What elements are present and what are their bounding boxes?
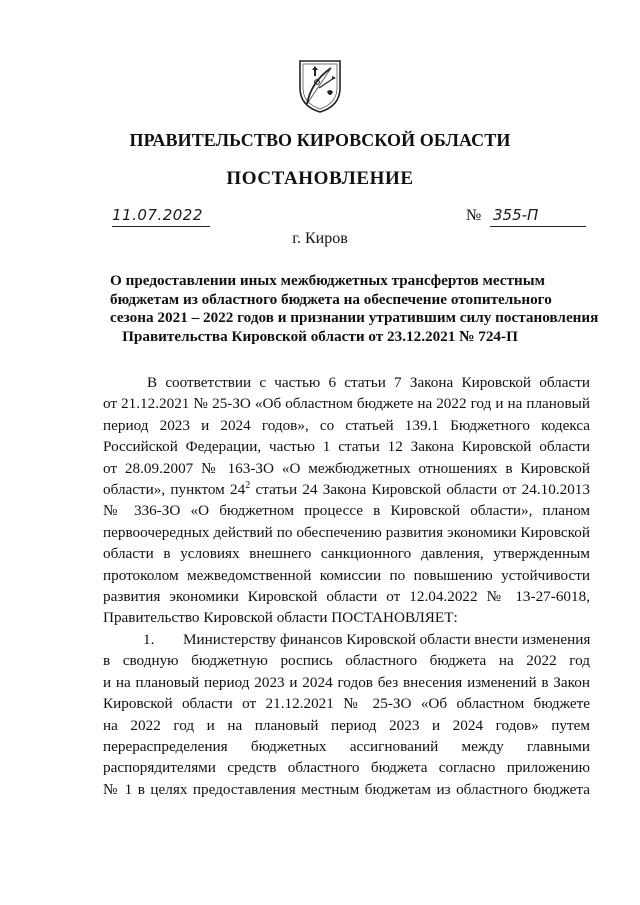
document-title	[110, 272, 599, 346]
document-type: ПОСТАНОВЛЕНИЕ	[226, 168, 414, 189]
text-line	[103, 629, 590, 650]
text-line: области в условиях внешнего санкционного давления, утвержденным	[103, 545, 590, 563]
item-1-paragraph	[103, 629, 590, 800]
text-line: период 2023 и 2024 годов», со статьей 139.1 Бюджетного кодекса	[103, 416, 590, 434]
document-date-field	[112, 206, 210, 228]
text-line: на 2022 год и на плановый период 2023 и 2024 годов» путем	[103, 716, 590, 734]
document-number-field	[466, 206, 586, 228]
text-line	[103, 479, 590, 500]
text-line: В соответствии с частью 6 статьи 7 Закона Кировской области	[147, 374, 590, 391]
date-underline	[112, 226, 210, 227]
text-line: распорядителями средств областного бюджета согласно приложению	[103, 759, 590, 777]
item-number: 1.	[143, 630, 155, 648]
preamble-paragraph	[103, 372, 590, 629]
text-line: от 21.12.2021 № 25-ЗО «Об областном бюджете на 2022 год и на плановый	[103, 395, 590, 413]
text-fragment: Министерству финансов Кировской области внести изменения	[183, 630, 591, 648]
text-line: протоколом межведомственной комиссии по повышению устойчивости	[103, 566, 590, 584]
text-fragment: области», пунктом 24	[103, 481, 246, 499]
title-line: О предоставлении иных межбюджетных трансфертов местным	[110, 272, 545, 289]
title-line: бюджетам из областного бюджета на обеспечение отопительного	[110, 290, 552, 308]
document-number: 355-П	[493, 206, 539, 224]
city: г. Киров	[292, 230, 348, 247]
text-fragment: статьи 24 Закона Кировской области от 24.10.2013	[250, 481, 590, 499]
text-line: Правительство Кировской области ПОСТАНОВЛЯЕТ:	[103, 609, 458, 627]
text-line: Российской Федерации, частью 1 статьи 12 Закона Кировской области	[103, 438, 590, 456]
number-sign: №	[466, 207, 482, 224]
text-line: развития экономики Кировской области от 12.04.2022 № 13-27-6018,	[103, 588, 590, 606]
organization-name: ПРАВИТЕЛЬСТВО КИРОВСКОЙ ОБЛАСТИ	[129, 130, 511, 150]
text-line: № 336-ЗО «О бюджетном процессе в Кировской области», планом	[103, 502, 590, 520]
superscript: 2	[245, 480, 251, 492]
text-line: Кировской области от 21.12.2021 № 25-ЗО «Об областном бюджете	[103, 695, 590, 713]
text-line: и на плановый период 2023 и 2024 годов без внесения изменений в Закон	[103, 673, 590, 691]
text-line: первоочередных действий по обеспечению развития экономики Кировской	[103, 523, 590, 541]
document-date: 11.07.2022	[112, 206, 203, 224]
document-body	[103, 372, 590, 800]
number-underline	[490, 226, 586, 227]
coat-of-arms-emblem	[297, 58, 343, 114]
text-line: перераспределения бюджетных ассигнований между главными	[103, 737, 590, 755]
title-line: сезона 2021 – 2022 годов и признании утратившим силу постановления	[110, 309, 599, 327]
text-line: от 28.09.2007 № 163-ЗО «О межбюджетных отношениях в Кировской	[103, 459, 590, 477]
text-line: № 1 в целях предоставления местным бюджетам из областного бюджета	[103, 780, 590, 798]
title-line: Правительства Кировской области от 23.12.2021 № 724-П	[122, 327, 518, 345]
text-line: в сводную бюджетную роспись областного бюджета на 2022 год	[103, 652, 590, 670]
